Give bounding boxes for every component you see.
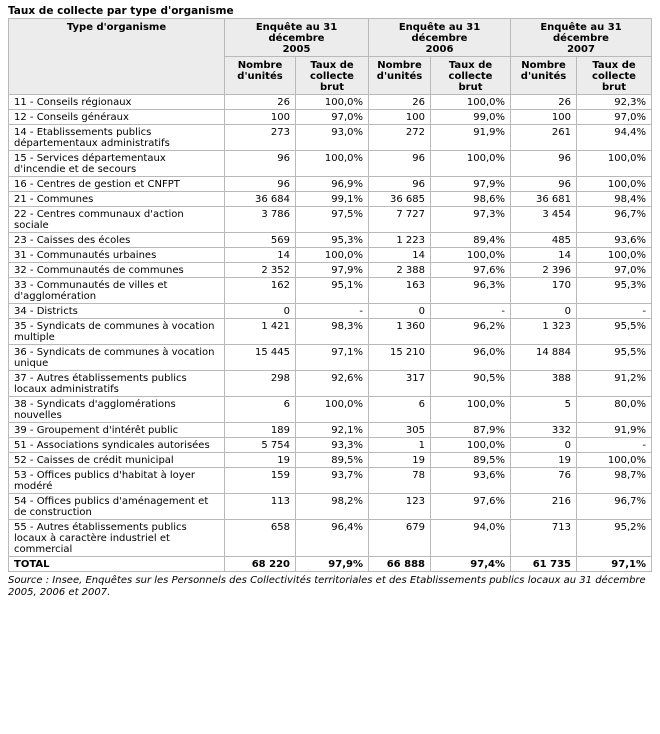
units-cell: 96 xyxy=(369,177,431,192)
table-title: Taux de collecte par type d'organisme xyxy=(8,5,234,17)
rate-cell: 96,2% xyxy=(431,319,511,345)
units-cell: 100 xyxy=(369,110,431,125)
rate-cell: 100,0% xyxy=(431,95,511,110)
units-cell: 123 xyxy=(369,494,431,520)
rate-cell: 97,0% xyxy=(577,110,652,125)
units-cell: 26 xyxy=(225,95,296,110)
rate-cell: 96,4% xyxy=(296,520,369,557)
rate-cell: 100,0% xyxy=(577,248,652,263)
rate-cell: 89,4% xyxy=(431,233,511,248)
table-row xyxy=(9,438,652,453)
units-cell: 19 xyxy=(369,453,431,468)
survey-2005-header: Enquête au 31 décembre 2005 xyxy=(225,19,369,57)
units-cell: 96 xyxy=(225,151,296,177)
rate-cell: 90,5% xyxy=(431,371,511,397)
row-label: 14 - Etablissements publics départementaux administratifs xyxy=(9,125,225,151)
units-cell: 159 xyxy=(225,468,296,494)
rate-cell: 97,9% xyxy=(431,177,511,192)
units-cell: 0 xyxy=(369,304,431,319)
rate-cell: - xyxy=(577,438,652,453)
row-label: 35 - Syndicats de communes à vocation multiple xyxy=(9,319,225,345)
rate-cell: - xyxy=(577,304,652,319)
rate-cell: 98,4% xyxy=(577,192,652,207)
rate-cell: 96,7% xyxy=(577,494,652,520)
units-cell: 679 xyxy=(369,520,431,557)
collection-rate-table xyxy=(8,18,652,572)
rate-cell: 92,1% xyxy=(296,423,369,438)
units-cell: 7 727 xyxy=(369,207,431,233)
row-label: 53 - Offices publics d'habitat à loyer modéré xyxy=(9,468,225,494)
units-cell: 96 xyxy=(225,177,296,192)
units-cell: 14 884 xyxy=(511,345,577,371)
units-cell: 68 220 xyxy=(225,557,296,572)
table-row xyxy=(9,304,652,319)
row-label: 11 - Conseils régionaux xyxy=(9,95,225,110)
units-cell: 14 xyxy=(225,248,296,263)
units-cell: 26 xyxy=(369,95,431,110)
rate-cell: 98,7% xyxy=(577,468,652,494)
rate-cell: 100,0% xyxy=(431,151,511,177)
units-cell: 2 396 xyxy=(511,263,577,278)
table-row xyxy=(9,557,652,572)
rate-cell: 100,0% xyxy=(577,177,652,192)
units-cell: 317 xyxy=(369,371,431,397)
units-cell: 36 685 xyxy=(369,192,431,207)
units-cell: 66 888 xyxy=(369,557,431,572)
units-cell: 2 352 xyxy=(225,263,296,278)
units-cell: 713 xyxy=(511,520,577,557)
units-2006-header: Nombre d'unités xyxy=(369,57,431,95)
rate-cell: 97,5% xyxy=(296,207,369,233)
survey-2006-header: Enquête au 31 décembre 2006 xyxy=(369,19,511,57)
rate-cell: 94,4% xyxy=(577,125,652,151)
survey-2007-header: Enquête au 31 décembre 2007 xyxy=(511,19,652,57)
units-cell: 19 xyxy=(225,453,296,468)
rate-cell: 100,0% xyxy=(296,95,369,110)
row-label: 33 - Communautés de villes et d'agglomération xyxy=(9,278,225,304)
units-cell: 113 xyxy=(225,494,296,520)
rate-cell: 97,9% xyxy=(296,557,369,572)
rate-cell: 97,3% xyxy=(431,207,511,233)
rate-cell: 91,9% xyxy=(577,423,652,438)
rate-cell: 100,0% xyxy=(577,151,652,177)
type-column-header: Type d'organisme xyxy=(9,19,225,95)
units-cell: 658 xyxy=(225,520,296,557)
units-cell: 26 xyxy=(511,95,577,110)
row-label: TOTAL xyxy=(9,557,225,572)
table-row xyxy=(9,520,652,557)
row-label: 55 - Autres établissements publics locaux à caractère industriel et commercial xyxy=(9,520,225,557)
table-row xyxy=(9,151,652,177)
units-cell: 5 xyxy=(511,397,577,423)
units-cell: 96 xyxy=(369,151,431,177)
units-cell: 76 xyxy=(511,468,577,494)
units-cell: 3 454 xyxy=(511,207,577,233)
units-cell: 15 445 xyxy=(225,345,296,371)
table-row xyxy=(9,95,652,110)
row-label: 32 - Communautés de communes xyxy=(9,263,225,278)
rate-cell: - xyxy=(296,304,369,319)
units-cell: 272 xyxy=(369,125,431,151)
rate-cell: 96,0% xyxy=(431,345,511,371)
units-cell: 163 xyxy=(369,278,431,304)
rate-cell: 95,3% xyxy=(577,278,652,304)
units-cell: 1 223 xyxy=(369,233,431,248)
rate-cell: 92,6% xyxy=(296,371,369,397)
row-label: 22 - Centres communaux d'action sociale xyxy=(9,207,225,233)
units-cell: 96 xyxy=(511,151,577,177)
rate-cell: 91,2% xyxy=(577,371,652,397)
units-cell: 14 xyxy=(511,248,577,263)
rate-cell: 94,0% xyxy=(431,520,511,557)
rate-cell: 95,5% xyxy=(577,345,652,371)
units-cell: 1 421 xyxy=(225,319,296,345)
rate-cell: 99,1% xyxy=(296,192,369,207)
units-cell: 189 xyxy=(225,423,296,438)
table-row xyxy=(9,110,652,125)
units-cell: 388 xyxy=(511,371,577,397)
row-label: 31 - Communautés urbaines xyxy=(9,248,225,263)
table-row xyxy=(9,248,652,263)
rate-2005-header: Taux de collecte brut xyxy=(296,57,369,95)
units-cell: 261 xyxy=(511,125,577,151)
rate-cell: 89,5% xyxy=(296,453,369,468)
rate-cell: 97,1% xyxy=(296,345,369,371)
table-row xyxy=(9,397,652,423)
units-cell: 162 xyxy=(225,278,296,304)
rate-cell: 95,1% xyxy=(296,278,369,304)
row-label: 37 - Autres établissements publics locaux administratifs xyxy=(9,371,225,397)
table-row xyxy=(9,453,652,468)
rate-cell: 96,3% xyxy=(431,278,511,304)
table-row xyxy=(9,263,652,278)
rate-cell: 100,0% xyxy=(296,248,369,263)
rate-cell: 97,6% xyxy=(431,494,511,520)
table-row xyxy=(9,192,652,207)
row-label: 34 - Districts xyxy=(9,304,225,319)
rate-cell: 87,9% xyxy=(431,423,511,438)
rate-cell: 97,0% xyxy=(296,110,369,125)
rate-cell: 100,0% xyxy=(431,397,511,423)
rate-cell: 95,5% xyxy=(577,319,652,345)
units-cell: 298 xyxy=(225,371,296,397)
units-cell: 61 735 xyxy=(511,557,577,572)
table-row xyxy=(9,371,652,397)
rate-cell: 95,2% xyxy=(577,520,652,557)
rate-cell: 92,3% xyxy=(577,95,652,110)
units-cell: 1 360 xyxy=(369,319,431,345)
rate-cell: 91,9% xyxy=(431,125,511,151)
table-row xyxy=(9,319,652,345)
rate-cell: 98,2% xyxy=(296,494,369,520)
units-cell: 0 xyxy=(511,438,577,453)
units-cell: 1 xyxy=(369,438,431,453)
rate-cell: 97,0% xyxy=(577,263,652,278)
rate-cell: 100,0% xyxy=(431,438,511,453)
rate-2007-header: Taux de collecte brut xyxy=(577,57,652,95)
units-cell: 1 323 xyxy=(511,319,577,345)
units-cell: 5 754 xyxy=(225,438,296,453)
units-cell: 15 210 xyxy=(369,345,431,371)
rate-cell: 100,0% xyxy=(296,151,369,177)
row-label: 51 - Associations syndicales autorisées xyxy=(9,438,225,453)
units-cell: 332 xyxy=(511,423,577,438)
table-row xyxy=(9,345,652,371)
units-cell: 100 xyxy=(225,110,296,125)
table-row xyxy=(9,494,652,520)
units-cell: 36 681 xyxy=(511,192,577,207)
units-cell: 100 xyxy=(511,110,577,125)
table-row xyxy=(9,125,652,151)
row-label: 15 - Services départementaux d'incendie et de secours xyxy=(9,151,225,177)
units-2005-header: Nombre d'unités xyxy=(225,57,296,95)
units-2007-header: Nombre d'unités xyxy=(511,57,577,95)
rate-cell: 89,5% xyxy=(431,453,511,468)
row-label: 21 - Communes xyxy=(9,192,225,207)
row-label: 23 - Caisses des écoles xyxy=(9,233,225,248)
rate-cell: 100,0% xyxy=(431,248,511,263)
row-label: 54 - Offices publics d'aménagement et de construction xyxy=(9,494,225,520)
table-row xyxy=(9,278,652,304)
rate-cell: 100,0% xyxy=(577,453,652,468)
rate-cell: 93,0% xyxy=(296,125,369,151)
rate-cell: 97,1% xyxy=(577,557,652,572)
rate-cell: 93,6% xyxy=(431,468,511,494)
row-label: 52 - Caisses de crédit municipal xyxy=(9,453,225,468)
row-label: 36 - Syndicats de communes à vocation unique xyxy=(9,345,225,371)
units-cell: 569 xyxy=(225,233,296,248)
rate-cell: 100,0% xyxy=(296,397,369,423)
rate-cell: 93,3% xyxy=(296,438,369,453)
rate-cell: 98,6% xyxy=(431,192,511,207)
units-cell: 19 xyxy=(511,453,577,468)
units-cell: 96 xyxy=(511,177,577,192)
rate-2006-header: Taux de collecte brut xyxy=(431,57,511,95)
units-cell: 6 xyxy=(225,397,296,423)
units-cell: 14 xyxy=(369,248,431,263)
table-row xyxy=(9,423,652,438)
rate-cell: 95,3% xyxy=(296,233,369,248)
units-cell: 3 786 xyxy=(225,207,296,233)
units-cell: 36 684 xyxy=(225,192,296,207)
units-cell: 305 xyxy=(369,423,431,438)
rate-cell: 98,3% xyxy=(296,319,369,345)
table-row xyxy=(9,177,652,192)
rate-cell: 99,0% xyxy=(431,110,511,125)
units-cell: 6 xyxy=(369,397,431,423)
table-row xyxy=(9,207,652,233)
table-row xyxy=(9,468,652,494)
rate-cell: 96,9% xyxy=(296,177,369,192)
row-label: 38 - Syndicats d'agglomérations nouvelles xyxy=(9,397,225,423)
rate-cell: 97,6% xyxy=(431,263,511,278)
units-cell: 170 xyxy=(511,278,577,304)
table-row xyxy=(9,233,652,248)
rate-cell: - xyxy=(431,304,511,319)
rate-cell: 93,6% xyxy=(577,233,652,248)
units-cell: 2 388 xyxy=(369,263,431,278)
rate-cell: 96,7% xyxy=(577,207,652,233)
row-label: 12 - Conseils généraux xyxy=(9,110,225,125)
row-label: 39 - Groupement d'intérêt public xyxy=(9,423,225,438)
row-label: 16 - Centres de gestion et CNFPT xyxy=(9,177,225,192)
units-cell: 0 xyxy=(511,304,577,319)
source-note: Source : Insee, Enquêtes sur les Personnels des Collectivités territoriales et des Etablissements publics locaux au 31 décembre 2005, 2006 et 2007. xyxy=(8,575,646,598)
rate-cell: 93,7% xyxy=(296,468,369,494)
units-cell: 216 xyxy=(511,494,577,520)
units-cell: 78 xyxy=(369,468,431,494)
rate-cell: 97,4% xyxy=(431,557,511,572)
rate-cell: 97,9% xyxy=(296,263,369,278)
rate-cell: 80,0% xyxy=(577,397,652,423)
units-cell: 485 xyxy=(511,233,577,248)
units-cell: 273 xyxy=(225,125,296,151)
units-cell: 0 xyxy=(225,304,296,319)
